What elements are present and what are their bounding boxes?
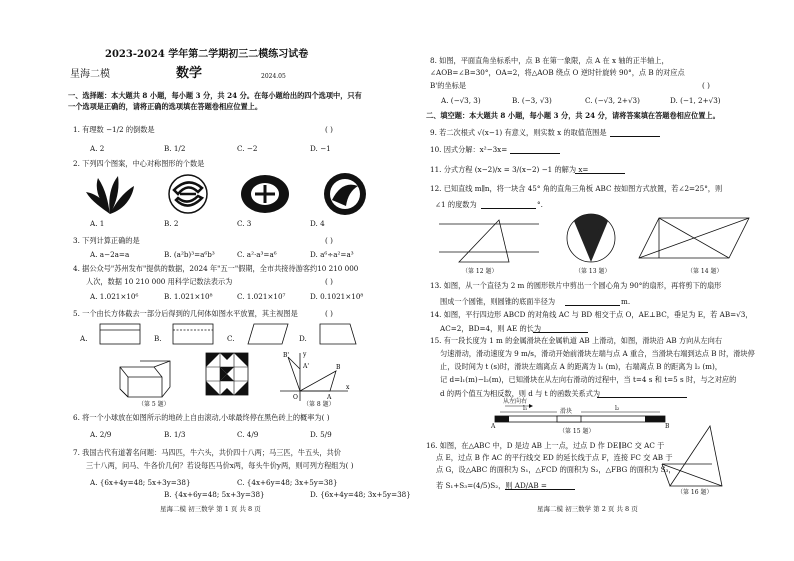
q14-figure: [639, 218, 749, 258]
q8-fig-label-b: B: [336, 364, 341, 371]
q15-text-2: 匀速滑动，滑动速度为 9 m/s，滑动开始前滑块左端与点 A 重合，当滑块右端到达点 B 时，滑块停: [440, 349, 755, 358]
q6-option-d[interactable]: D. 5/9: [310, 430, 332, 439]
exam-title: 2023-2024 学年第二学期初三二模练习试卷: [105, 49, 309, 60]
q6-option-a[interactable]: A. 2/9: [90, 430, 112, 439]
q5-paren: ( ): [325, 309, 333, 318]
q3-text: 3. 下列计算正确的是: [73, 236, 140, 245]
q15-fig-b: B: [665, 423, 670, 430]
q15-text-4: 记 d=l₁(m)−l₂(m)，已知滑块在从左向右滑动的过程中，当 t=4 s 和 t=5 s 时，与之对应的: [440, 375, 737, 384]
q1-text: 1. 有理数 −1/2 的倒数是: [73, 125, 155, 134]
exam-date: 2024.05: [261, 73, 286, 80]
fig14-caption: （第 14 题）: [687, 268, 723, 275]
q11-text: 11. 分式方程 (x−2)/x = 3/(x−2) −1 的解为 x=: [430, 165, 589, 174]
q8-paren: ( ): [702, 81, 710, 90]
q5-text: 5. 一个由长方体截去一部分后得到的几何体如图水平放置，其主视图是: [73, 309, 298, 318]
shape-d: [320, 324, 356, 344]
q6-text: 6. 将一个小球放在如图所示的地砖上自由滚动,小球最终停在黑色砖上的概率为( ): [73, 413, 330, 422]
q1-option-b[interactable]: B. 1/2: [164, 144, 186, 153]
q13-unit: m.: [621, 297, 631, 306]
q12-text: 12. 已知直线 m∥n，将一块含 45° 角的直角三角板 ABC 按如图方式放置，若∠2=25°，则: [430, 184, 723, 193]
section2-header: 二、填空题：本大题共 8 小题，每小题 3 分，共 24 分，请将答案填在答题卷相应位置上。: [426, 111, 720, 120]
q3-option-a[interactable]: A. a−2a=a: [90, 250, 130, 259]
q8-fig-label-y: y: [303, 351, 307, 358]
q14-text: 14. 如图，平行四边形 ABCD 的对角线 AC 与 BD 相交于点 O，AE⊥BC，垂足为 E，若 AB=√3，: [430, 310, 753, 319]
fig5-caption: （第 5 题）: [138, 401, 170, 408]
q15-fig-l1: l₁: [523, 405, 528, 412]
q8-text-3: B'的坐标是: [430, 81, 467, 90]
q15-fig-caption: （第 15 题）: [559, 428, 595, 435]
q16-figure: [660, 424, 730, 490]
q15-fig-l2: l₂: [615, 405, 620, 412]
q1-option-d[interactable]: D. −1: [310, 144, 331, 153]
q12-text-2: ∠1 的度数为: [435, 200, 477, 209]
brand-label: 星海二模: [70, 69, 110, 80]
q13-answer-blank[interactable]: [565, 305, 620, 306]
q16-text-2: 点 E，过点 B 作 AC 的平行线交 ED 的延长线于点 F，连接 FC 交 AB 于: [436, 453, 673, 462]
q3-option-b[interactable]: B. (a²b)³=a⁶b³: [164, 250, 215, 259]
q12-unit: °.: [537, 200, 543, 209]
q16-answer-blank[interactable]: [505, 489, 575, 490]
fig13-caption: （第 13 题）: [575, 268, 611, 275]
q8-fig-label-o: O: [293, 394, 298, 401]
q4-option-a[interactable]: A. 1.021×10⁶: [90, 292, 139, 301]
q8-fig-label-bprime: B': [283, 352, 290, 359]
q5-option-c[interactable]: C.: [227, 334, 235, 343]
q4-option-b[interactable]: B. 1.021×10⁸: [164, 292, 213, 301]
q3-option-c[interactable]: C. a²·a³=a⁶: [237, 250, 277, 259]
q13-text-2: 围成一个圆锥，则圆锥的底面半径为: [440, 297, 556, 306]
q10-text: 10. 因式分解：x²−3x=: [430, 145, 508, 154]
subject-label: 数学: [176, 66, 203, 81]
q8-option-a[interactable]: A. (−√3, 3): [441, 96, 481, 105]
shape-b: [173, 324, 213, 344]
q7-text: 7. 我国古代有道著名问题：马四匹，牛六头，共价四十八两；马三匹，牛五头，共价: [73, 448, 341, 457]
q7-option-a[interactable]: A. {6x+4y=48; 5x+3y=38}: [90, 478, 191, 487]
q1-option-c[interactable]: C. −2: [237, 144, 258, 153]
q11-answer-blank[interactable]: [575, 173, 625, 174]
q1-paren: ( ): [325, 125, 333, 134]
q8-fig-label-a: A: [327, 394, 332, 401]
q12-answer-blank[interactable]: [481, 208, 536, 209]
q1-option-a[interactable]: A. 2: [90, 144, 105, 153]
q2-text: 2. 下列四个图案，中心对称图形的个数是: [73, 159, 205, 168]
q5-option-d[interactable]: D.: [299, 334, 307, 343]
q8-fig-label-x: x: [346, 384, 350, 391]
q15-fig-direction: 从左向右: [503, 398, 528, 405]
q5-option-b[interactable]: B.: [154, 334, 162, 343]
q4-option-d[interactable]: D. 0.1021×10⁸: [310, 292, 364, 301]
pattern-4-icon: [324, 173, 366, 215]
q7-text-2: 三十八两，问马、牛各价几何？若设每匹马价x两，每头牛价y两，则可列方程组为( ): [86, 461, 354, 470]
section1-header-2: 一个选项是正确的，请将正确的选项填在答题卷相应位置上。: [68, 102, 263, 111]
q4-text-2: 人次，数据 10 210 000 用科学记数法表示为: [86, 277, 233, 286]
pattern-1-icon: [86, 176, 134, 214]
section1-header: 一、选择题：本大题共 8 小题，每小题 3 分，共 24 分。在每小题给出的四个选项中，只有: [68, 91, 362, 100]
q16-fig-caption: （第 16 题）: [677, 489, 713, 496]
shape-a: [100, 324, 140, 344]
q15-fig-a: A: [491, 423, 496, 430]
fig8-caption: （第 8 题）: [303, 401, 335, 408]
q15-fig-slider: 滑块: [560, 408, 573, 415]
q4-option-c[interactable]: C. 1.021×10⁷: [237, 292, 286, 301]
q16-text-3: 点 G，设△ABC 的面积为 S₁，△FCD 的面积为 S₂，△FBG 的面积为 S₃，: [436, 465, 676, 474]
q13-text: 13. 如图，从一个直径为 2 m 的圆形铁片中剪出一个圆心角为 90°的扇形，再将剪下的扇形: [430, 281, 722, 290]
page-right: [397, 0, 794, 561]
q2-option-b[interactable]: B. 2: [164, 219, 179, 228]
q14-answer-blank[interactable]: [533, 332, 588, 333]
q7-option-d[interactable]: D. {6x+4y=48; 3x+5y=38}: [310, 490, 411, 499]
q6-tile-figure: [206, 353, 248, 395]
q8-option-b[interactable]: B. (−3, √3): [512, 96, 552, 105]
q14-text-2: AC=2，BD=4，则 AE 的长为: [440, 324, 542, 333]
q2-patterns: [80, 172, 390, 222]
q6-option-c[interactable]: C. 4/9: [237, 430, 259, 439]
pattern-2-icon: [169, 175, 207, 213]
q8-text: 8. 如图，平面直角坐标系中，点 B 在第一象限，点 A 在 x 轴的正半轴上，: [430, 56, 669, 65]
q10-answer-blank[interactable]: [510, 153, 560, 154]
q2-option-c[interactable]: C. 3: [237, 219, 252, 228]
q15-text-3: 止，设时间为 t (s)时，滑块左端离点 A 的距离为 l₁ (m)，右端离点 B 的距离为 l₂ (m)，: [440, 362, 722, 371]
q8-option-c[interactable]: C. (−√3, 2+√3): [585, 96, 640, 105]
q3-paren: ( ): [325, 236, 333, 245]
q8-figure: [280, 351, 350, 401]
q2-option-a[interactable]: A. 1: [90, 219, 105, 228]
q15-answer-blank[interactable]: [597, 397, 687, 398]
q8-fig-label-aprime: A': [303, 363, 309, 370]
q4-paren: ( ): [325, 277, 333, 286]
q6-option-b[interactable]: B. 1/3: [164, 430, 186, 439]
q7-option-c[interactable]: C. {4x+6y=48; 3x+5y=38}: [237, 478, 338, 487]
q9-answer-blank[interactable]: [610, 136, 660, 137]
q12-figure: [439, 220, 539, 262]
q7-option-b[interactable]: B. {4x+6y=48; 5x+3y=38}: [164, 490, 265, 499]
q15-text-5: d 的两个值互为相反数，则 d 与 t 的函数关系式为: [440, 389, 601, 398]
fig12-caption: （第 12 题）: [462, 268, 498, 275]
q15-text: 15. 有一段长度为 1 m 的金属滑块在金属轨道 AB 上滑动，如图，滑块沿 AB 方向从左向右: [430, 336, 723, 345]
pattern-3-icon: [241, 175, 289, 213]
q8-option-d[interactable]: D. (−1, 2+√3): [670, 96, 721, 105]
q4-text: 4. 据公众号"苏州发布"提供的数据，2024 年"五一"假期，全市共接待游客约10 210 000: [73, 264, 359, 273]
q13-figure: [567, 214, 615, 262]
shape-c: [248, 324, 288, 344]
figures-12-14: [439, 212, 769, 270]
q3-option-d[interactable]: D. a⁶÷a²=a³: [310, 250, 354, 259]
footer-right: 星海二模 初三数学 第 2 页 共 8 页: [537, 505, 638, 513]
q8-text-2: ∠AOB=∠B=30°，OA=2，将△AOB 绕点 O 逆时针旋转 90°，点 B 的对应点: [430, 68, 685, 77]
q5-option-a[interactable]: A.: [80, 334, 88, 343]
q5-figure: [120, 361, 170, 397]
q16-text: 16. 如图，在△ABC 中，D 是边 AB 上一点，过点 D 作 DE∥BC 交 AC 于: [426, 441, 665, 450]
q9-text: 9. 若二次根式 √(x−1) 有意义，则实数 x 的取值范围是: [430, 128, 607, 137]
q16-text-4: 若 S₁+S₃=(4/5)S₂，则 AD/AB =: [436, 481, 547, 490]
footer-left: 星海二模 初三数学 第 1 页 共 8 页: [160, 505, 261, 513]
q2-option-d[interactable]: D. 4: [310, 219, 325, 228]
